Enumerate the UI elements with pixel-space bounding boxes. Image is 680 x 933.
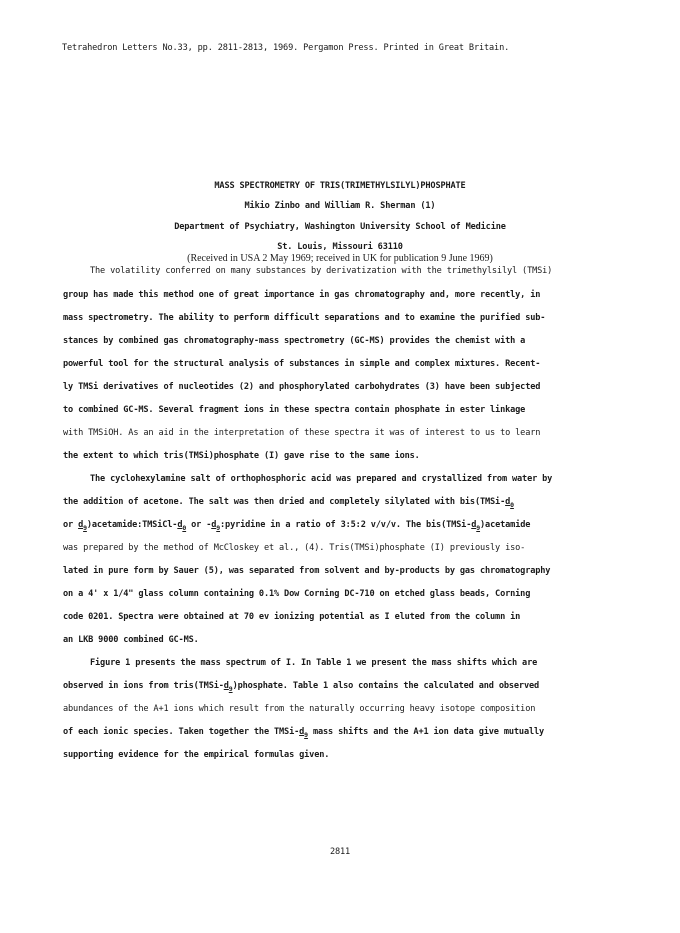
text-line: The cyclohexylamine salt of orthophosphoric acid was prepared and crystallized from water by [90,474,553,484]
text-line: was prepared by the method of McCloskey et al., (4). Tris(TMSi)phosphate (I) previously iso- [63,543,526,553]
subscript: 9 [228,685,233,693]
subscript: 9 [304,731,308,739]
affiliation: Department of Psychiatry, Washington University School of Medicine [174,222,506,232]
deuterium-symbol: d [299,727,305,737]
deuterium-symbol: d [505,497,511,507]
deuterium-symbol: d [211,520,217,530]
text-line [63,497,514,508]
page-number: 2811 [329,847,351,857]
text-line: group has made this method one of great importance in gas chromatography and, more recently, in [63,290,541,300]
subscript: 0 [182,524,187,532]
text-line: supporting evidence for the empirical formulas given. [63,750,330,760]
text-line: abundances of the A+1 ions which result from the naturally occurring heavy isotope composition [63,704,536,714]
deuterium-symbol: d [177,520,183,530]
paper-title: MASS SPECTROMETRY OF TRIS(TRIMETHYLSILYL)PHOSPHATE [214,181,466,191]
journal-header: Tetrahedron Letters No.33, pp. 2811-2813, 1969. Pergamon Press. Printed in Great Britain. [62,43,510,53]
text-line: code 0201. Spectra were obtained at 70 ev ionizing potential as I eluted from the column in [63,612,521,622]
deuterium-symbol: d [78,520,84,530]
text-segment: or [63,520,79,530]
text-line: the extent to which tris(TMSi)phosphate (I) gave rise to the same ions. [63,451,420,461]
text-segment: )acetamide:TMSiCl- [86,520,178,530]
received-dates: (Received in USA 2 May 1969; received in UK for publication 9 June 1969) [187,253,493,264]
deuterium-symbol: d [471,520,477,530]
text-line [63,727,544,738]
text-line [63,681,539,692]
text-line: an LKB 9000 combined GC-MS. [63,635,199,645]
text-segment: or - [186,520,212,530]
text-segment: the addition of acetone. The salt was then dried and completely silylated with bis(TMSi- [63,497,506,507]
text-line: lated in pure form by Sauer (5), was separated from solvent and by-products by gas chromatography [63,566,551,576]
text-line: ly TMSi derivatives of nucleotides (2) and phosphorylated carbohydrates (3) have been subjected [63,382,541,392]
text-segment: )acetamide [480,520,531,530]
text-line [63,520,530,531]
text-line: Figure 1 presents the mass spectrum of I. In Table 1 we present the mass shifts which are [90,658,538,668]
text-segment: mass shifts and the A+1 ion data give mutually [307,727,545,737]
text-line: The volatility conferred on many substances by derivatization with the trimethylsilyl (TMSi) [90,266,553,276]
text-line: mass spectrometry. The ability to perform difficult separations and to examine the purified sub- [63,313,546,323]
text-line: powerful tool for the structural analysis of substances in simple and complex mixtures. Recent- [63,359,541,369]
text-segment: :pyridine in a ratio of 3:5:2 v/v/v. The bis(TMSi- [220,520,472,530]
subscript: 9 [83,524,87,532]
deuterium-symbol: d [223,681,229,691]
text-line: stances by combined gas chromatography-mass spectrometry (GC-MS) provides the chemist with a [63,336,526,346]
text-line: on a 4' x 1/4" glass column containing 0.1% Dow Corning DC-710 on etched glass beads, Corning [63,589,531,599]
text-line: to combined GC-MS. Several fragment ions in these spectra contain phosphate in ester linkage [63,405,526,415]
text-segment: of each ionic species. Taken together the TMSi- [63,727,300,737]
text-segment: )phosphate. Table 1 also contains the calculated and observed [232,681,540,691]
subscript: 9 [476,524,481,532]
text-line: with TMSiOH. As an aid in the interpretation of these spectra it was of interest to us to learn [63,428,541,438]
text-segment: observed in ions from tris(TMSi- [63,681,224,691]
location: St. Louis, Missouri 63110 [277,242,403,252]
subscript: 9 [216,524,221,532]
authors: Mikio Zinbo and William R. Sherman (1) [244,201,436,211]
subscript: 0 [510,501,514,509]
